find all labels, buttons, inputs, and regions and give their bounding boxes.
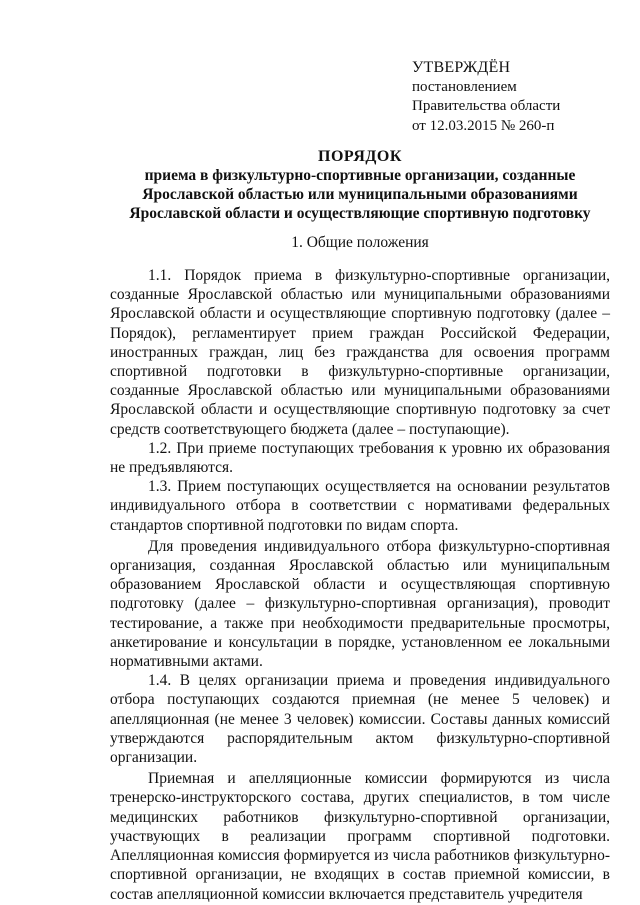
title-line: Ярославской области и осуществляющие спортивную подготовку <box>129 205 591 222</box>
paragraph: 1.4. В целях организации приема и проведения индивидуального отбора поступающих создаются приемная (не менее 5 человек) и апелляционная (не менее 3 человек) комиссии. Составы данных комиссий утверждаются распорядительным актом физкультурно-спортивной организации. <box>110 672 610 767</box>
paragraph: 1.3. Прием поступающих осуществляется на основании результатов индивидуального отбора в соответствии с нормативами федеральных стандартов спортивной подготовки по видам спорта. <box>110 478 610 534</box>
document-body <box>110 266 610 904</box>
paragraph: Для проведения индивидуального отбора физкультурно-спортивная организация, созданная Ярославской областью или муниципальным образованием Ярославской области и осуществляющая спортивную подготовку (далее – физкультурно-спортивная организация), проводит тестирование, а также при необходимости предварительные просмотры, анкетирование и консультации в порядке, установленном ее локальными нормативными актами. <box>110 537 610 671</box>
title-main: ПОРЯДОК <box>318 148 402 165</box>
approval-heading: УТВЕРЖДЁН <box>412 59 511 76</box>
paragraph: 1.2. При приеме поступающих требования к уровню их образования не предъявляются. <box>110 439 610 477</box>
paragraph: 1.1. Порядок приема в физкультурно-спортивные организации, созданные Ярославской областью или муниципальными образованиями Ярославской области и осуществляющие спортивную подготовку (далее – Порядок), регламентирует прием граждан Российской Федерации, иностранных граждан, лиц без гражданства для освоения программ спортивной подготовки в физкультурно-спортивные организации, созданные Ярославской областью или муниципальными образованиями Ярославской области и осуществляющие спортивную подготовку за счет средств соответствующего бюджета (далее – поступающие). <box>110 267 610 438</box>
approval-line: постановлением <box>412 78 517 95</box>
title-line: Ярославской областью или муниципальными образованиями <box>142 186 578 203</box>
approval-line: Правительства области <box>412 98 561 114</box>
section-heading: 1. Общие положения <box>291 234 429 251</box>
approval-date: от 12.03.2015 № 260-п <box>412 117 555 134</box>
paragraph: Приемная и апелляционные комиссии формируются из числа тренерско-инструкторского состава, других специалистов, в том числе медицинских работников физкультурно-спортивной организации, участвующих в реализации программ спортивной подготовки. Апелляционная комиссия формируется из числа работников физкультурно-спортивной организации, не входящих в состав приемной комиссии, в состав апелляционной комиссии включается представитель учредителя <box>110 770 610 903</box>
document-title <box>110 147 610 223</box>
title-line: приема в физкультурно-спортивные организации, созданные <box>144 167 576 184</box>
approval-stamp <box>412 58 622 136</box>
